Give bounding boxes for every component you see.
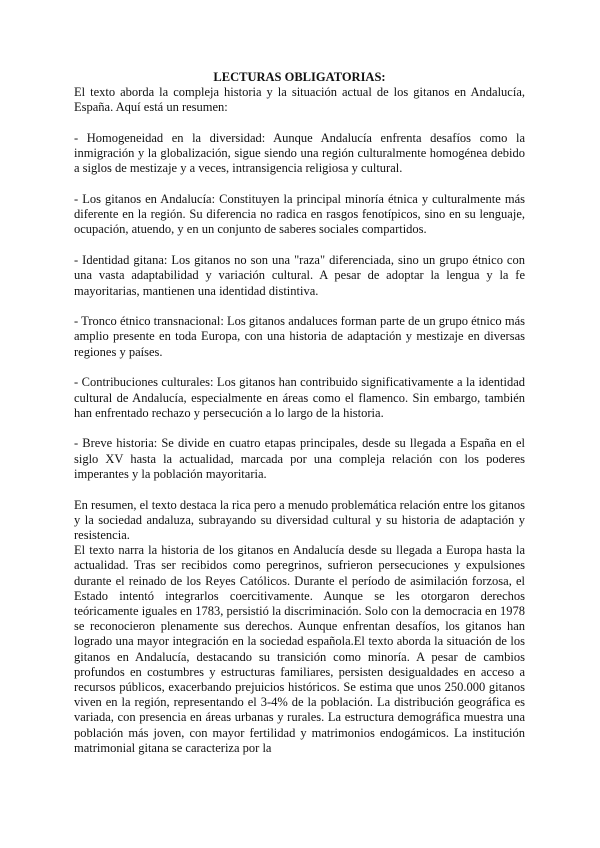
point-contribuciones: - Contribuciones culturales: Los gitanos han contribuido significativamente a la identidad cultural de Andalucía, especialmente en áreas como el flamenco. Sin embargo, también han enfrentado rechazo y persecución a lo largo de la historia. (74, 375, 525, 420)
point-gitanos-andalucia: - Los gitanos en Andalucía: Constituyen la principal minoría étnica y culturalmente más diferente en la región. Su diferencia no radica en rasgos fenotípicos, sino en su lenguaje, ocupación, atuendo, y en un conjunto de saberes sociales compartidos. (74, 192, 525, 237)
document-title: LECTURAS OBLIGATORIAS: (213, 70, 386, 84)
point-identidad-gitana: - Identidad gitana: Los gitanos no son una "raza" diferenciada, sino un grupo étnico con una vasta adaptabilidad y variación cultural. A pesar de adoptar la lengua y la fe mayoritarias, mantienen una identidad distintiva. (74, 253, 525, 298)
point-tronco-etnico: - Tronco étnico transnacional: Los gitanos andaluces forman parte de un grupo étnico más amplio presente en toda Europa, con una historia de adaptación y mestizaje en diversas regiones y países. (74, 314, 525, 359)
point-breve-historia: - Breve historia: Se divide en cuatro etapas principales, desde su llegada a España en el siglo XV hasta la actualidad, marcada por una compleja relación con los poderes imperantes y la población mayoritaria. (74, 436, 525, 481)
intro-paragraph: El texto aborda la compleja historia y la situación actual de los gitanos en Andalucía, España. Aquí está un resumen: (74, 85, 525, 115)
body-paragraph: El texto narra la historia de los gitanos en Andalucía desde su llegada a Europa hasta la actualidad. Tras ser recibidos como peregrinos, sufrieron persecuciones y expulsiones durante el reinado de los Reyes Católicos. Durante el período de asimilación forzosa, el Estado intentó integrarlos coercitivamente. Aunque se les otorgaron derechos teóricamente iguales en 1783, persistió la discriminación. Solo con la democracia en 1978 se reconocieron plenamente sus derechos. Aunque enfrentan desafíos, los gitanos han logrado una mayor integración en la sociedad española.El texto aborda la situación de los gitanos en Andalucía, destacando su transición como minoría. A pesar de cambios profundos en costumbres y estructuras familiares, persisten desigualdades en acceso a recursos públicos, exacerbando prejuicios históricos. Se estima que unos 250.000 gitanos viven en la región, representando el 3-4% de la población. La distribución geográfica es variada, con presencia en áreas urbanas y rurales. La estructura demográfica muestra una población más joven, con mayor fertilidad y matrimonios endogámicos. La institución matrimonial gitana se caracteriza por la (74, 543, 525, 755)
summary-paragraph: En resumen, el texto destaca la rica pero a menudo problemática relación entre los gitanos y la sociedad andaluza, subrayando su diversidad cultural y su historia de adaptación y resistencia. (74, 497, 525, 542)
point-homogeneidad: - Homogeneidad en la diversidad: Aunque Andalucía enfrenta desafíos como la inmigración y la globalización, sigue siendo una región culturalmente homogénea debido a siglos de mestizaje y a veces, intransigencia religiosa y cultural. (74, 130, 525, 176)
